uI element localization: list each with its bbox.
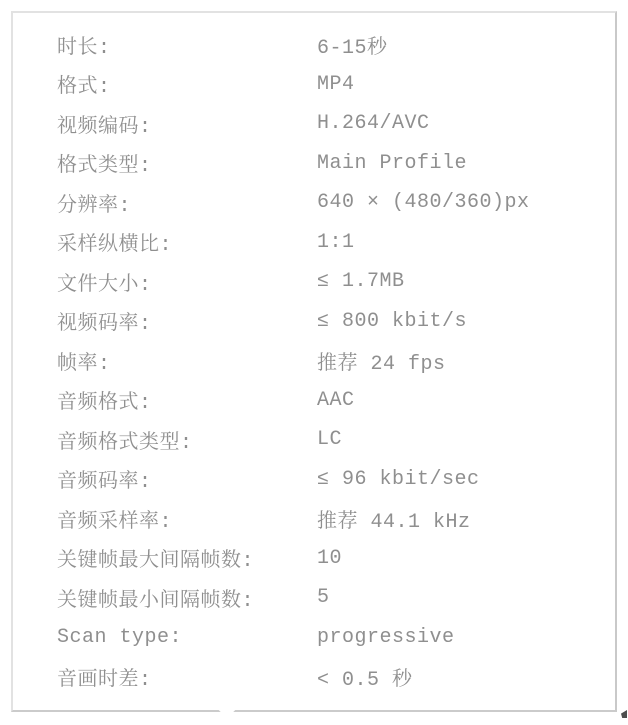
spec-label: 音频采样率: [57, 510, 173, 534]
mouse-cursor-tip [621, 710, 627, 718]
spec-value: progressive [317, 625, 455, 649]
spec-row-keyframe-min-interval [57, 578, 615, 618]
spec-label: 音画时差: [57, 668, 152, 692]
spec-label: 视频编码: [57, 115, 152, 139]
spec-value: H.264/AVC [317, 112, 430, 136]
spec-row-sample-aspect-ratio [57, 223, 615, 263]
spec-row-audio-format [57, 381, 615, 421]
spec-table [13, 13, 615, 697]
spec-row-scan-type [57, 618, 615, 658]
spec-value: ≤ 96 kbit/sec [317, 467, 480, 491]
spec-row-av-sync-offset [57, 657, 615, 697]
spec-value: 推荐 44.1 kHz [317, 510, 471, 534]
spec-label: 音频格式: [57, 392, 152, 416]
spec-row-audio-profile [57, 420, 615, 460]
spec-label: Scan type: [57, 625, 183, 649]
spec-label: 采样纵横比: [57, 234, 173, 258]
spec-label: 文件大小: [57, 273, 152, 297]
spec-row-video-codec [57, 104, 615, 144]
spec-value: 10 [317, 546, 343, 570]
spec-value: 5 [317, 586, 330, 610]
spec-label: 关键帧最小间隔帧数: [57, 589, 255, 613]
spec-label: 格式: [57, 76, 111, 100]
spec-row-file-size [57, 262, 615, 302]
spec-value: 推荐 24 fps [317, 352, 446, 376]
video-spec-panel [11, 11, 617, 712]
spec-row-keyframe-max-interval [57, 539, 615, 579]
spec-row-audio-sample-rate [57, 499, 615, 539]
spec-label: 时长: [57, 36, 111, 60]
spec-value: 1:1 [317, 230, 355, 254]
spec-value: Main Profile [317, 151, 468, 175]
spec-label: 音频码率: [57, 471, 152, 495]
spec-value: 640 × (480/360)px [317, 191, 530, 215]
spec-label: 分辨率: [57, 194, 132, 218]
spec-label: 帧率: [57, 352, 111, 376]
spec-row-frame-rate [57, 341, 615, 381]
spec-value: MP4 [317, 72, 355, 96]
spec-row-format [57, 65, 615, 105]
spec-label: 关键帧最大间隔帧数: [57, 550, 255, 574]
spec-label: 格式类型: [57, 155, 152, 179]
spec-value: ≤ 1.7MB [317, 270, 405, 294]
spec-value: 6-15秒 [317, 36, 388, 60]
spec-label: 音频格式类型: [57, 431, 193, 455]
spec-row-resolution [57, 183, 615, 223]
spec-value: ≤ 800 kbit/s [317, 309, 468, 333]
spec-value: AAC [317, 388, 355, 412]
spec-value: < 0.5 秒 [317, 668, 413, 692]
spec-row-duration [57, 25, 615, 65]
spec-label: 视频码率: [57, 313, 152, 337]
spec-value: LC [317, 428, 343, 452]
spec-row-format-profile [57, 144, 615, 184]
spec-row-video-bitrate [57, 302, 615, 342]
spec-row-audio-bitrate [57, 460, 615, 500]
